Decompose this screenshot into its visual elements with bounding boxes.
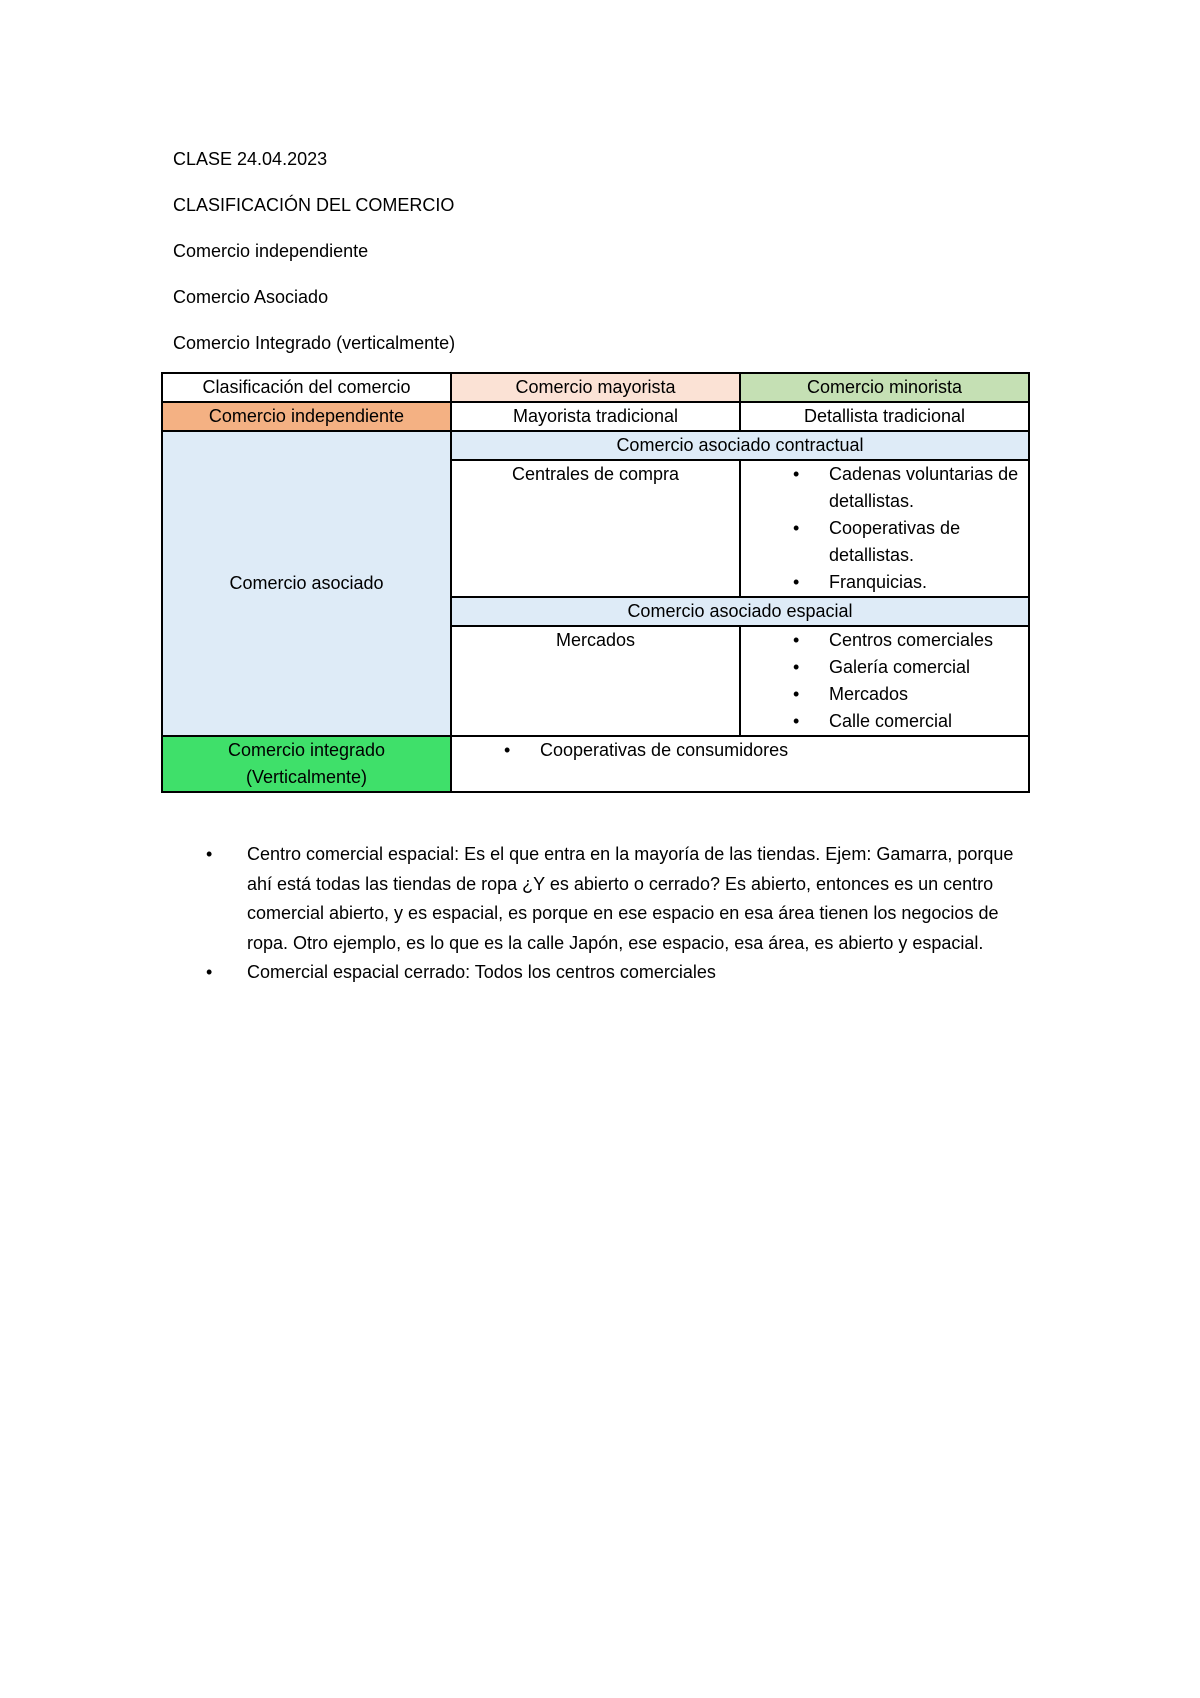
- bullet-icon: •: [206, 844, 213, 864]
- list-item: • Galería comercial: [787, 654, 1024, 681]
- table-row-independiente: [162, 402, 1029, 431]
- bullet-icon: •: [793, 464, 800, 484]
- subheader-espacial: Comercio asociado espacial: [451, 597, 1029, 626]
- row-label-independiente: Comercio independiente: [162, 402, 451, 431]
- bullet-icon: •: [793, 657, 800, 677]
- cell-centrales-compra: Centrales de compra: [451, 460, 740, 597]
- row-label-asociado: Comercio asociado: [162, 431, 451, 736]
- table-row-contractual-title: [162, 431, 1029, 460]
- list-item: • Cadenas voluntarias de detallistas.: [787, 461, 1024, 515]
- bullet-icon: •: [793, 518, 800, 538]
- cell-espacial-minorista: [740, 626, 1029, 736]
- bullet-icon: •: [206, 962, 213, 983]
- row-label-integrado: Comercio integrado (Verticalmente): [162, 736, 451, 792]
- list-item: • Calle comercial: [787, 708, 1024, 735]
- classification-title: CLASIFICACIÓN DEL COMERCIO: [173, 195, 455, 215]
- bullet-icon: •: [793, 684, 800, 704]
- class-date-heading: CLASE 24.04.2023: [173, 149, 328, 169]
- list-item: • Cooperativas de consumidores: [498, 737, 1024, 764]
- bullet-icon: •: [504, 740, 511, 760]
- header-cell-minorista: Comercio minorista: [740, 373, 1029, 402]
- cell-contractual-minorista: [740, 460, 1029, 597]
- cell-mayorista-tradicional: Mayorista tradicional: [451, 402, 740, 431]
- list-item: • Franquicias.: [787, 569, 1024, 596]
- note-item: • Comercial espacial cerrado: Todos los centros comerciales: [200, 958, 1040, 988]
- integrado-list: [456, 737, 1024, 764]
- header-cell-mayorista: Comercio mayorista: [451, 373, 740, 402]
- type-asociado: Comercio Asociado: [173, 287, 329, 307]
- cell-detallista-tradicional: Detallista tradicional: [740, 402, 1029, 431]
- cell-integrado-items: [451, 736, 1029, 792]
- contractual-minorista-list: [745, 461, 1024, 596]
- table-row-integrado: [162, 736, 1029, 792]
- header-cell-clasificacion: Clasificación del comercio: [162, 373, 451, 402]
- bullet-icon: •: [793, 630, 800, 650]
- note-item: • Centro comercial espacial: Es el que entra en la mayoría de las tiendas. Ejem: Gamarra, porque ahí está todas las tiendas de ropa ¿Y es abierto o cerrado? Es abierto, entonces es un centro comercial abierto, y es espacial, es porque en ese espacio en esa área tienen los negocios de ropa. Otro ejemplo, es lo que es la calle Japón, ese espacio, esa área, es abierto y espacial.: [200, 840, 1040, 958]
- bullet-icon: •: [793, 711, 800, 731]
- list-item: • Mercados: [787, 681, 1024, 708]
- type-independiente: Comercio independiente: [173, 241, 369, 261]
- list-item: • Centros comerciales: [787, 627, 1024, 654]
- subheader-contractual: Comercio asociado contractual: [451, 431, 1029, 460]
- table-header-row: [162, 373, 1029, 402]
- espacial-minorista-list: [745, 627, 1024, 735]
- classification-table: [161, 372, 1030, 793]
- notes-list: [200, 840, 1040, 988]
- cell-mercados: Mercados: [451, 626, 740, 736]
- bullet-icon: •: [793, 572, 800, 592]
- list-item: • Cooperativas de detallistas.: [787, 515, 1024, 569]
- type-integrado: Comercio Integrado (verticalmente): [173, 333, 456, 353]
